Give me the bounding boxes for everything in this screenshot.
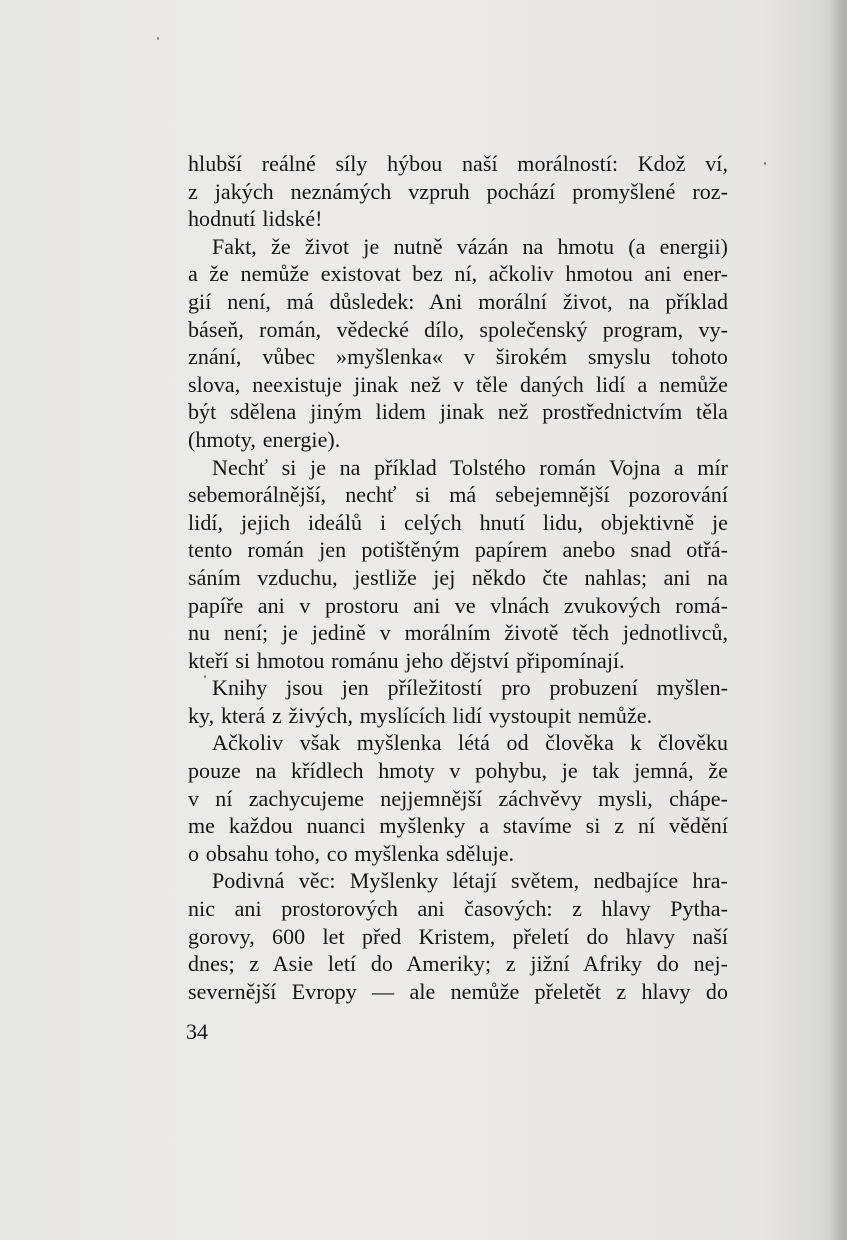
text-line: dnes; z Asie letí do Ameriky; z jižní Afriky do nej- bbox=[188, 951, 728, 977]
paragraph-2 bbox=[188, 233, 728, 454]
text-line: gií není, má důsledek: Ani morální život, na příklad bbox=[188, 288, 728, 314]
text-line: severnější Evropy — ale nemůže přeletět z hlavy do bbox=[188, 978, 728, 1004]
text-line: hodnutí lidské! bbox=[188, 206, 323, 232]
text-line: o obsahu toho, co myšlenka sděluje. bbox=[188, 840, 515, 866]
page-number: 34 bbox=[186, 1019, 208, 1044]
text-line: znání, vůbec »myšlenka« v širokém smyslu tohoto bbox=[188, 344, 728, 370]
text-line: (hmoty, energie). bbox=[188, 426, 341, 452]
text-line: Ačkoliv však myšlenka létá od člověka k člověku bbox=[212, 730, 728, 756]
main-text-block bbox=[188, 150, 728, 1005]
text-line: hlubší reálné síly hýbou naší morálností: Kdož ví, bbox=[188, 151, 728, 176]
text-line: pouze na křídlech hmoty v pohybu, je tak jemná, že bbox=[188, 758, 728, 784]
text-line: gorovy, 600 let před Kristem, přeletí do hlavy naší bbox=[188, 923, 728, 949]
text-line: ky, která z živých, myslících lidí vystoupit nemůže. bbox=[188, 702, 653, 728]
paragraph-6 bbox=[188, 867, 728, 1005]
text-line: slova, neexistuje jinak než v těle daných lidí a nemůže bbox=[188, 371, 728, 397]
text-line: báseň, román, vědecké dílo, společenský program, vy- bbox=[188, 316, 728, 342]
text-line: tento román jen potištěným papírem anebo snad otřá- bbox=[188, 537, 728, 563]
text-line: Knihy jsou jen příležitostí pro probuzení myšlen- bbox=[212, 675, 728, 701]
text-line: sebemorálnější, nechť si má sebejemnější pozorování bbox=[188, 482, 728, 508]
paper-speck bbox=[157, 37, 159, 40]
text-line: me každou nuanci myšlenky a stavíme si z ní vědění bbox=[188, 813, 728, 839]
text-line: sáním vzduchu, jestliže jej někdo čte nahlas; ani na bbox=[188, 564, 728, 590]
text-line: z jakých neznámých vzpruh pochází promyšlené roz- bbox=[188, 178, 728, 204]
paragraph-4 bbox=[188, 674, 728, 729]
text-line: papíře ani v prostoru ani ve vlnách zvukových romá- bbox=[188, 592, 728, 618]
paper-speck bbox=[764, 162, 766, 165]
text-line: být sdělena jiným lidem jinak než prostřednictvím těla bbox=[188, 399, 728, 425]
paragraph-1 bbox=[188, 150, 728, 233]
text-line: Fakt, že život je nutně vázán na hmotu (a energii) bbox=[212, 233, 728, 259]
paragraph-5 bbox=[188, 729, 728, 867]
paragraph-3 bbox=[188, 454, 728, 675]
text-line: Nechť si je na příklad Tolstého román Vojna a mír bbox=[212, 454, 728, 480]
text-line: a že nemůže existovat bez ní, ačkoliv hmotou ani ener- bbox=[188, 261, 728, 287]
text-line: lidí, jejich ideálů i celých hnutí lidu, objektivně je bbox=[188, 509, 728, 535]
text-line: nic ani prostorových ani časových: z hlavy Pytha- bbox=[188, 896, 728, 922]
text-line: v ní zachycujeme nejjemnější záchvěvy mysli, chápe- bbox=[188, 785, 728, 811]
text-line: kteří si hmotou románu jeho dějství připomínají. bbox=[188, 647, 625, 673]
text-line: nu není; je jedině v morálním životě těch jednotlivců, bbox=[188, 620, 728, 646]
page-edge-shadow bbox=[829, 0, 847, 1240]
text-line: Podivná věc: Myšlenky létají světem, nedbajíce hra- bbox=[212, 868, 728, 894]
